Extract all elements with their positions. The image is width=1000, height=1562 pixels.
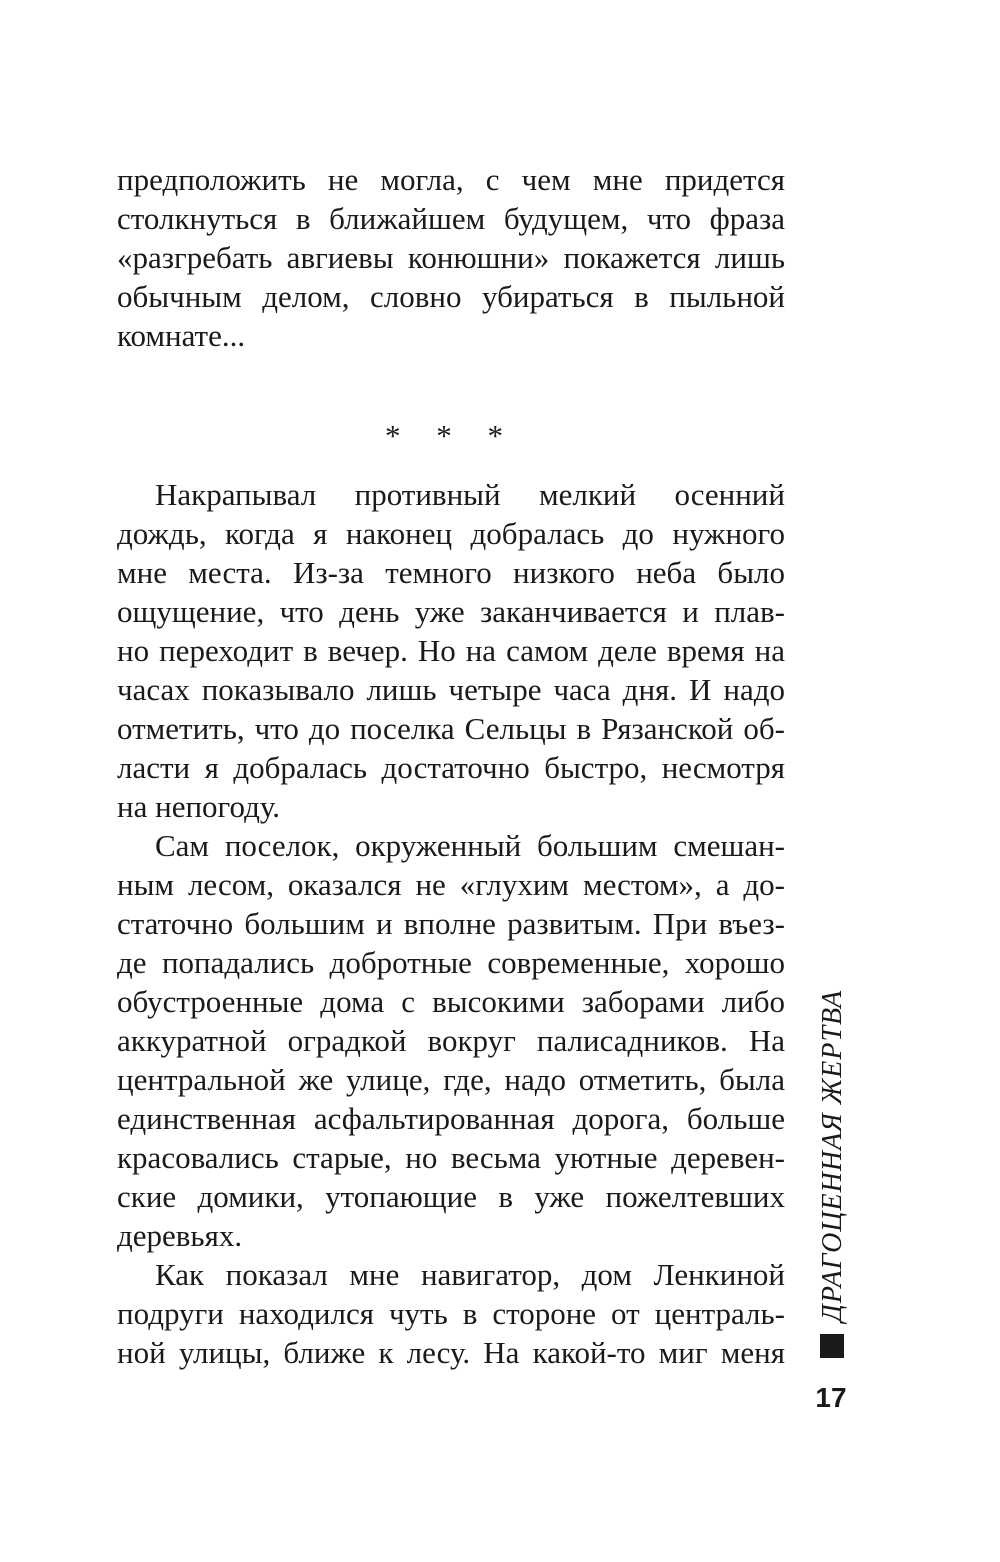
text-line: обустроенные дома с высокими заборами либо bbox=[117, 984, 785, 1019]
paragraph-3 bbox=[117, 1255, 785, 1372]
text-line: дождь, когда я наконец добралась до нужного bbox=[117, 516, 785, 551]
top-paragraph bbox=[117, 160, 785, 355]
text-line: деревьях. bbox=[117, 1218, 243, 1253]
paragraph-1 bbox=[117, 475, 785, 826]
text-line: центральной же улице, где, надо отметить, была bbox=[117, 1062, 785, 1097]
text-line: но переходит в вечер. Но на самом деле время на bbox=[117, 633, 785, 668]
text-line: подруги находился чуть в стороне от централь- bbox=[117, 1296, 785, 1331]
text-line: столкнуться в ближайшем будущем, что фраза bbox=[117, 201, 785, 236]
text-line: Как показал мне навигатор, дом Ленкиной bbox=[155, 1257, 785, 1292]
running-title: ДРАГОЦЕННАЯ ЖЕРТВА bbox=[817, 989, 848, 1322]
text-line: ной улицы, ближе к лесу. На какой-то миг меня bbox=[117, 1335, 785, 1370]
main-text bbox=[117, 475, 785, 1372]
text-line: «разгребать авгиевы конюшни» покажется лишь bbox=[117, 240, 785, 275]
page-number: 17 bbox=[815, 1382, 847, 1413]
section-separator: * * * bbox=[385, 418, 517, 453]
text-line: предположить не могла, с чем мне придется bbox=[117, 162, 785, 197]
text-line: аккуратной оградкой вокруг палисадников. На bbox=[117, 1023, 785, 1058]
text-line: единственная асфальтированная дорога, больше bbox=[117, 1101, 785, 1136]
text-line: на непогоду. bbox=[117, 789, 281, 824]
text-line: обычным делом, словно убираться в пыльной bbox=[117, 279, 785, 314]
text-line: де попадались добротные современные, хорошо bbox=[117, 945, 785, 980]
text-line: статочно большим и вполне развитым. При въез- bbox=[117, 906, 785, 941]
paragraph-2 bbox=[117, 826, 785, 1255]
text-line: Накрапывал противный мелкий осенний bbox=[155, 477, 785, 512]
text-line: комнате... bbox=[117, 318, 246, 353]
text-line: красовались старые, но весьма уютные деревен- bbox=[117, 1140, 785, 1175]
text-line: часах показывало лишь четыре часа дня. И надо bbox=[117, 672, 785, 707]
square-marker-icon bbox=[820, 1334, 844, 1358]
text-line: ным лесом, оказался не «глухим местом», а до- bbox=[117, 867, 785, 902]
text-line: мне места. Из-за темного низкого неба было bbox=[117, 555, 785, 590]
text-line: ласти я добралась достаточно быстро, несмотря bbox=[117, 750, 785, 785]
text-line: ощущение, что день уже заканчивается и плав- bbox=[117, 594, 785, 629]
text-line: отметить, что до поселка Сельцы в Рязанской об- bbox=[117, 711, 785, 746]
text-line: ские домики, утопающие в уже пожелтевших bbox=[117, 1179, 785, 1214]
text-line: Сам поселок, окруженный большим смешан- bbox=[155, 828, 785, 863]
